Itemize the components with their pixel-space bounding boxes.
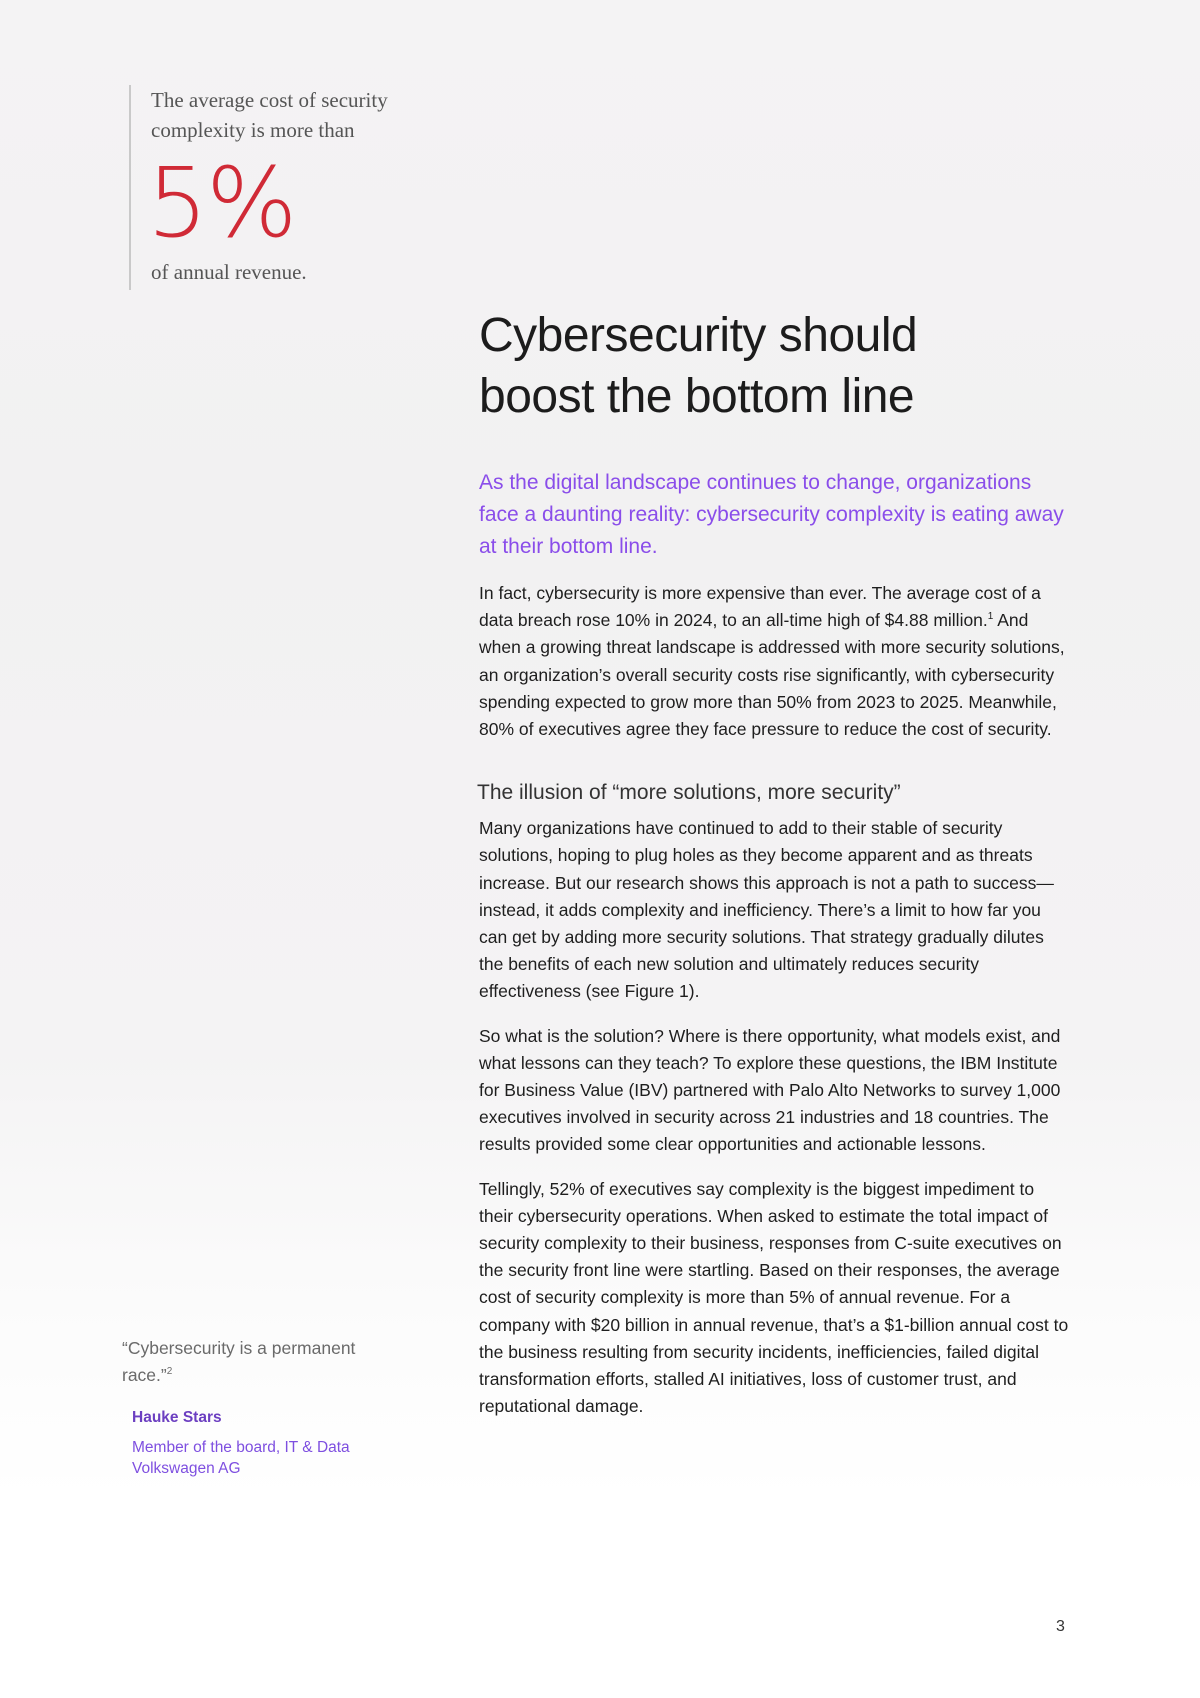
page-number: 3 <box>1056 1618 1065 1635</box>
footnote-ref-1: 1 <box>987 611 994 623</box>
stat-outro-text: of annual revenue. <box>151 260 307 284</box>
section-subhead: The illusion of “more solutions, more security” <box>477 781 901 805</box>
quote-body: “Cybersecurity is a permanent race.” <box>122 1338 356 1385</box>
article-paragraph-4: Tellingly, 52% of executives say complexity is the biggest impediment to their cybersecurity operations. When asked to estimate the total impact of security complexity to their business, responses from C-suite executives on the security front line were startling. Based on their responses, the average cost of security complexity is more than 5% of annual revenue. For a company with $20 billion in annual revenue, that’s a $1-billion annual cost to the business resulting from security incidents, inefficiencies, failed digital transformation efforts, stalled AI initiatives, loss of customer trust, and reputational damage. <box>479 1178 1069 1417</box>
article-column <box>479 305 1079 1420</box>
article-paragraph-1 <box>479 580 1069 743</box>
stat-callout <box>129 85 449 290</box>
stat-intro-text: The average cost of security complexity is more than <box>151 88 388 142</box>
article-paragraph-2: Many organizations have continued to add to their stable of security solutions, hoping to plug holes as they become apparent and as threats increase. But our research shows this approach is not a path to success—instead, it adds complexity and inefficiency. There’s a limit to how far you can get by adding more security solutions. That strategy gradually dilutes the benefits of each new solution and ultimately reduces security effectiveness (see Figure 1). <box>479 818 1054 1002</box>
article-lead: As the digital landscape continues to change, organizations face a daunting reality: cybersecurity complexity is eating away at their bottom line. <box>479 471 1064 558</box>
quote-text <box>122 1335 382 1389</box>
article-headline: Cybersecurity should boost the bottom line <box>479 309 918 423</box>
stat-value: 5% <box>147 147 296 259</box>
quote-author-name: Hauke Stars <box>132 1409 222 1426</box>
footnote-ref-2: 2 <box>166 1366 173 1378</box>
pull-quote <box>122 1335 382 1479</box>
paragraph-1-text-b: And when a growing threat landscape is addressed with more security solutions, an organization’s overall security costs rise significantly, with cybersecurity spending expected to grow more than 50% from 2023 to 2025. Meanwhile, 80% of executives agree they face pressure to reduce the cost of security. <box>479 610 1065 740</box>
quote-author-role: Member of the board, IT & Data Volkswagen AG <box>132 1439 350 1477</box>
paragraph-1-text-a: In fact, cybersecurity is more expensive than ever. The average cost of a data breach rose 10% in 2024, to an all-time high of $4.88 million. <box>479 583 1041 631</box>
article-paragraph-3: So what is the solution? Where is there opportunity, what models exist, and what lessons can they teach? To explore these questions, the IBM Institute for Business Value (IBV) partnered with Palo Alto Networks to survey 1,000 executives involved in security across 21 industries and 18 countries. The results provided some clear opportunities and actionable lessons. <box>479 1025 1061 1155</box>
